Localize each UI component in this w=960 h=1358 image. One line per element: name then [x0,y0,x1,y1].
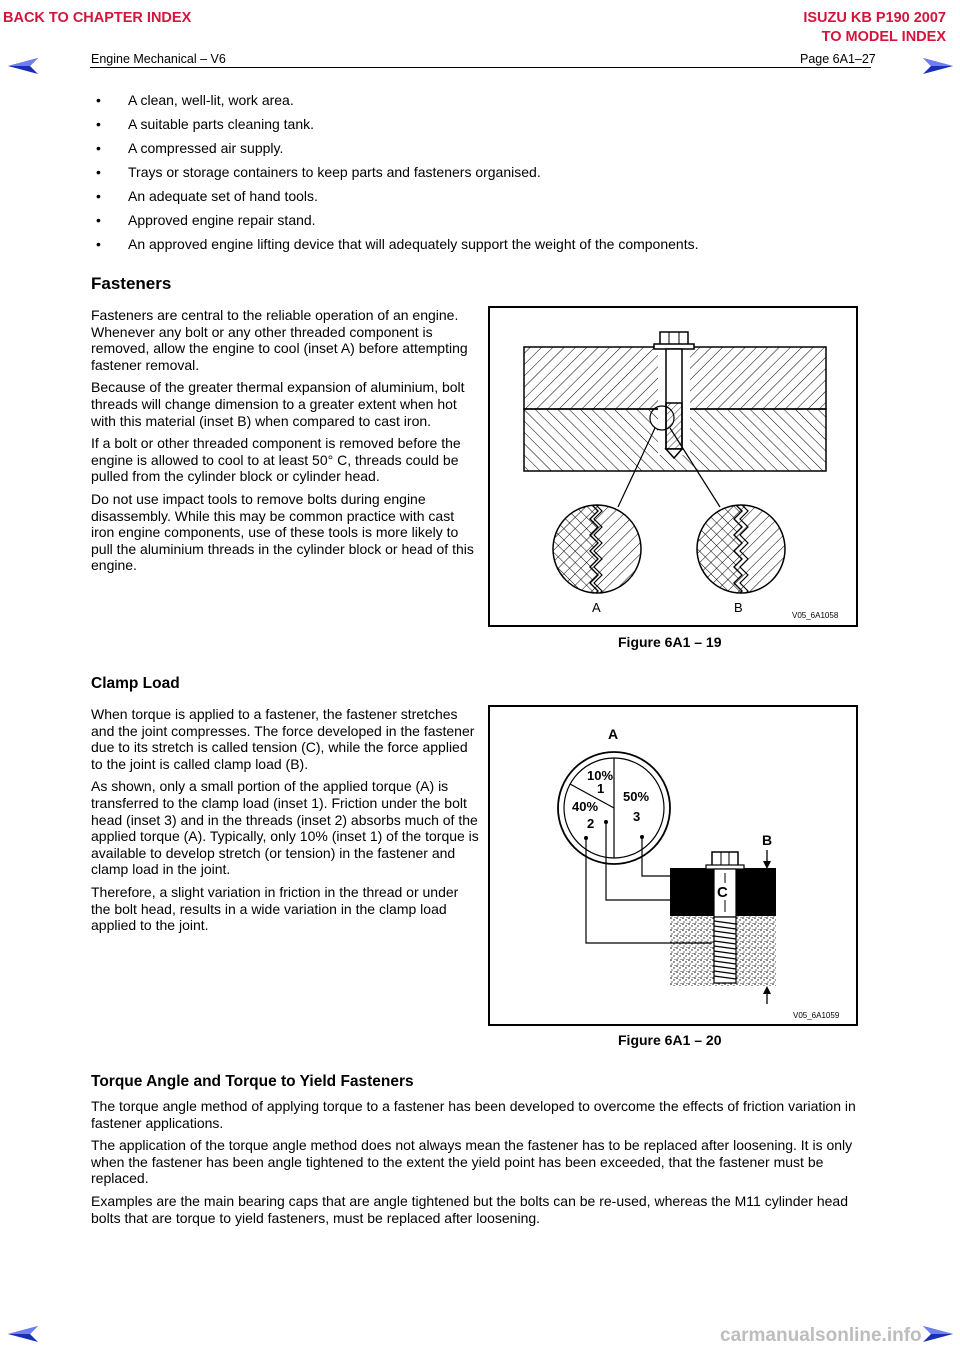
paragraph: The torque angle method of applying torque to a fastener has been developed to overcome the effects of friction variation in fastener applications. [91,1098,856,1131]
paragraph: Fasteners are central to the reliable operation of an engine. Whenever any bolt or any other threaded component is removed, allow the engine to cool (inset A) before attempting fastener removal. [91,307,468,373]
clamp-load-heading: Clamp Load [91,675,180,692]
paragraph: Because of the greater thermal expansion of aluminium, bolt threads will change dimension to a greater extent when hot with this material (inset B) when compared to cast iron. [91,379,465,429]
watermark: carmanualsonline.info [720,1325,922,1346]
list-item: • A suitable parts cleaning tank. [96,116,315,132]
clamp-label-b: B [762,832,773,848]
list-item: • An approved engine lifting device that will adequately support the weight of the components. [96,236,699,252]
figure-20-diagram [488,705,858,1026]
to-model-index-link[interactable]: TO MODEL INDEX [821,29,946,45]
header-rule [90,67,871,68]
pct-50: 50% [623,789,650,804]
paragraph: When torque is applied to a fastener, the fastener stretches and the joint compresses. The force developed in the fastener due to its stretch is called tension (C), while the force applied to the joint is called clamp load (B). [91,706,475,772]
section-title: Engine Mechanical – V6 [91,52,226,66]
figure-code: V05_6A1058 [792,611,839,620]
figure-19-diagram [488,306,858,627]
torque-angle-heading: Torque Angle and Torque to Yield Fasteners [91,1073,414,1090]
page-number: Page 6A1–27 [800,52,876,66]
fasteners-text [91,307,479,580]
list-item: • Approved engine repair stand. [96,212,316,228]
inset-3-label: 3 [633,809,641,824]
inset-2-label: 2 [587,816,595,831]
list-item: • An adequate set of hand tools. [96,188,318,204]
paragraph: The application of the torque angle method does not always mean the fastener has to be replaced after loosening. It is only when the fastener has been angle tightened to the extent the yield point has been exceeded, that the fastener must be replaced. [91,1137,853,1187]
list-item: • A clean, well-lit, work area. [96,92,294,108]
left-arrow-icon[interactable] [6,1324,40,1344]
paragraph: Therefore, a slight variation in friction in the thread or under the bolt head, results in a wide variation in the clamp load applied to the joint. [91,883,459,934]
paragraph: Examples are the main bearing caps that are angle tightened but the bolts can be re-used, whereas the M11 cylinder head bolts that are torque to yield fasteners, must be replaced after loosening. [91,1192,848,1226]
list-item: • Trays or storage containers to keep parts and fasteners organised. [96,164,541,180]
pct-10: 10% [587,768,614,783]
model-title: ISUZU KB P190 2007 [803,10,946,26]
pct-40: 40% [572,799,599,814]
inset-b-label: B [734,600,743,615]
inset-a-label: A [592,600,601,615]
right-arrow-icon[interactable] [921,1324,955,1344]
torque-label-a: A [608,726,619,742]
figure-20-caption: Figure 6A1 – 20 [618,1032,722,1048]
paragraph: If a bolt or other threaded component is removed before the engine is allowed to cool to at least 50° C, threads could be pulled from the cylinder block or cylinder head. [91,435,461,485]
list-item: • A compressed air supply. [96,140,284,156]
back-to-chapter-index-link[interactable]: BACK TO CHAPTER INDEX [3,10,192,26]
tension-label-c: C [717,884,728,901]
fasteners-heading: Fasteners [91,274,172,293]
figure-code: V05_6A1059 [793,1011,840,1020]
left-arrow-icon[interactable] [6,56,40,76]
right-arrow-icon[interactable] [921,56,955,76]
figure-19-caption: Figure 6A1 – 19 [618,634,722,650]
clamp-load-text [91,706,479,940]
paragraph: As shown, only a small portion of the applied torque (A) is transferred to the clamp load (inset 1). Friction under the bolt head (inset 3) and in the threads (inset 2) absorbs much of the applied torque (A). Typically, only 10% (inset 1) of the torque is available to develop stretch (or tension) in the fastener and clamp load in the joint. [91,778,479,878]
torque-angle-text [91,1098,876,1232]
inset-1-label: 1 [597,781,605,796]
requirements-list [96,92,698,260]
paragraph: Do not use impact tools to remove bolts during engine disassembly. While this may be common practice with cast iron engine components, use of these tools is more likely to pull the aluminium threads in the cylinder block or head of this engine. [91,490,474,574]
